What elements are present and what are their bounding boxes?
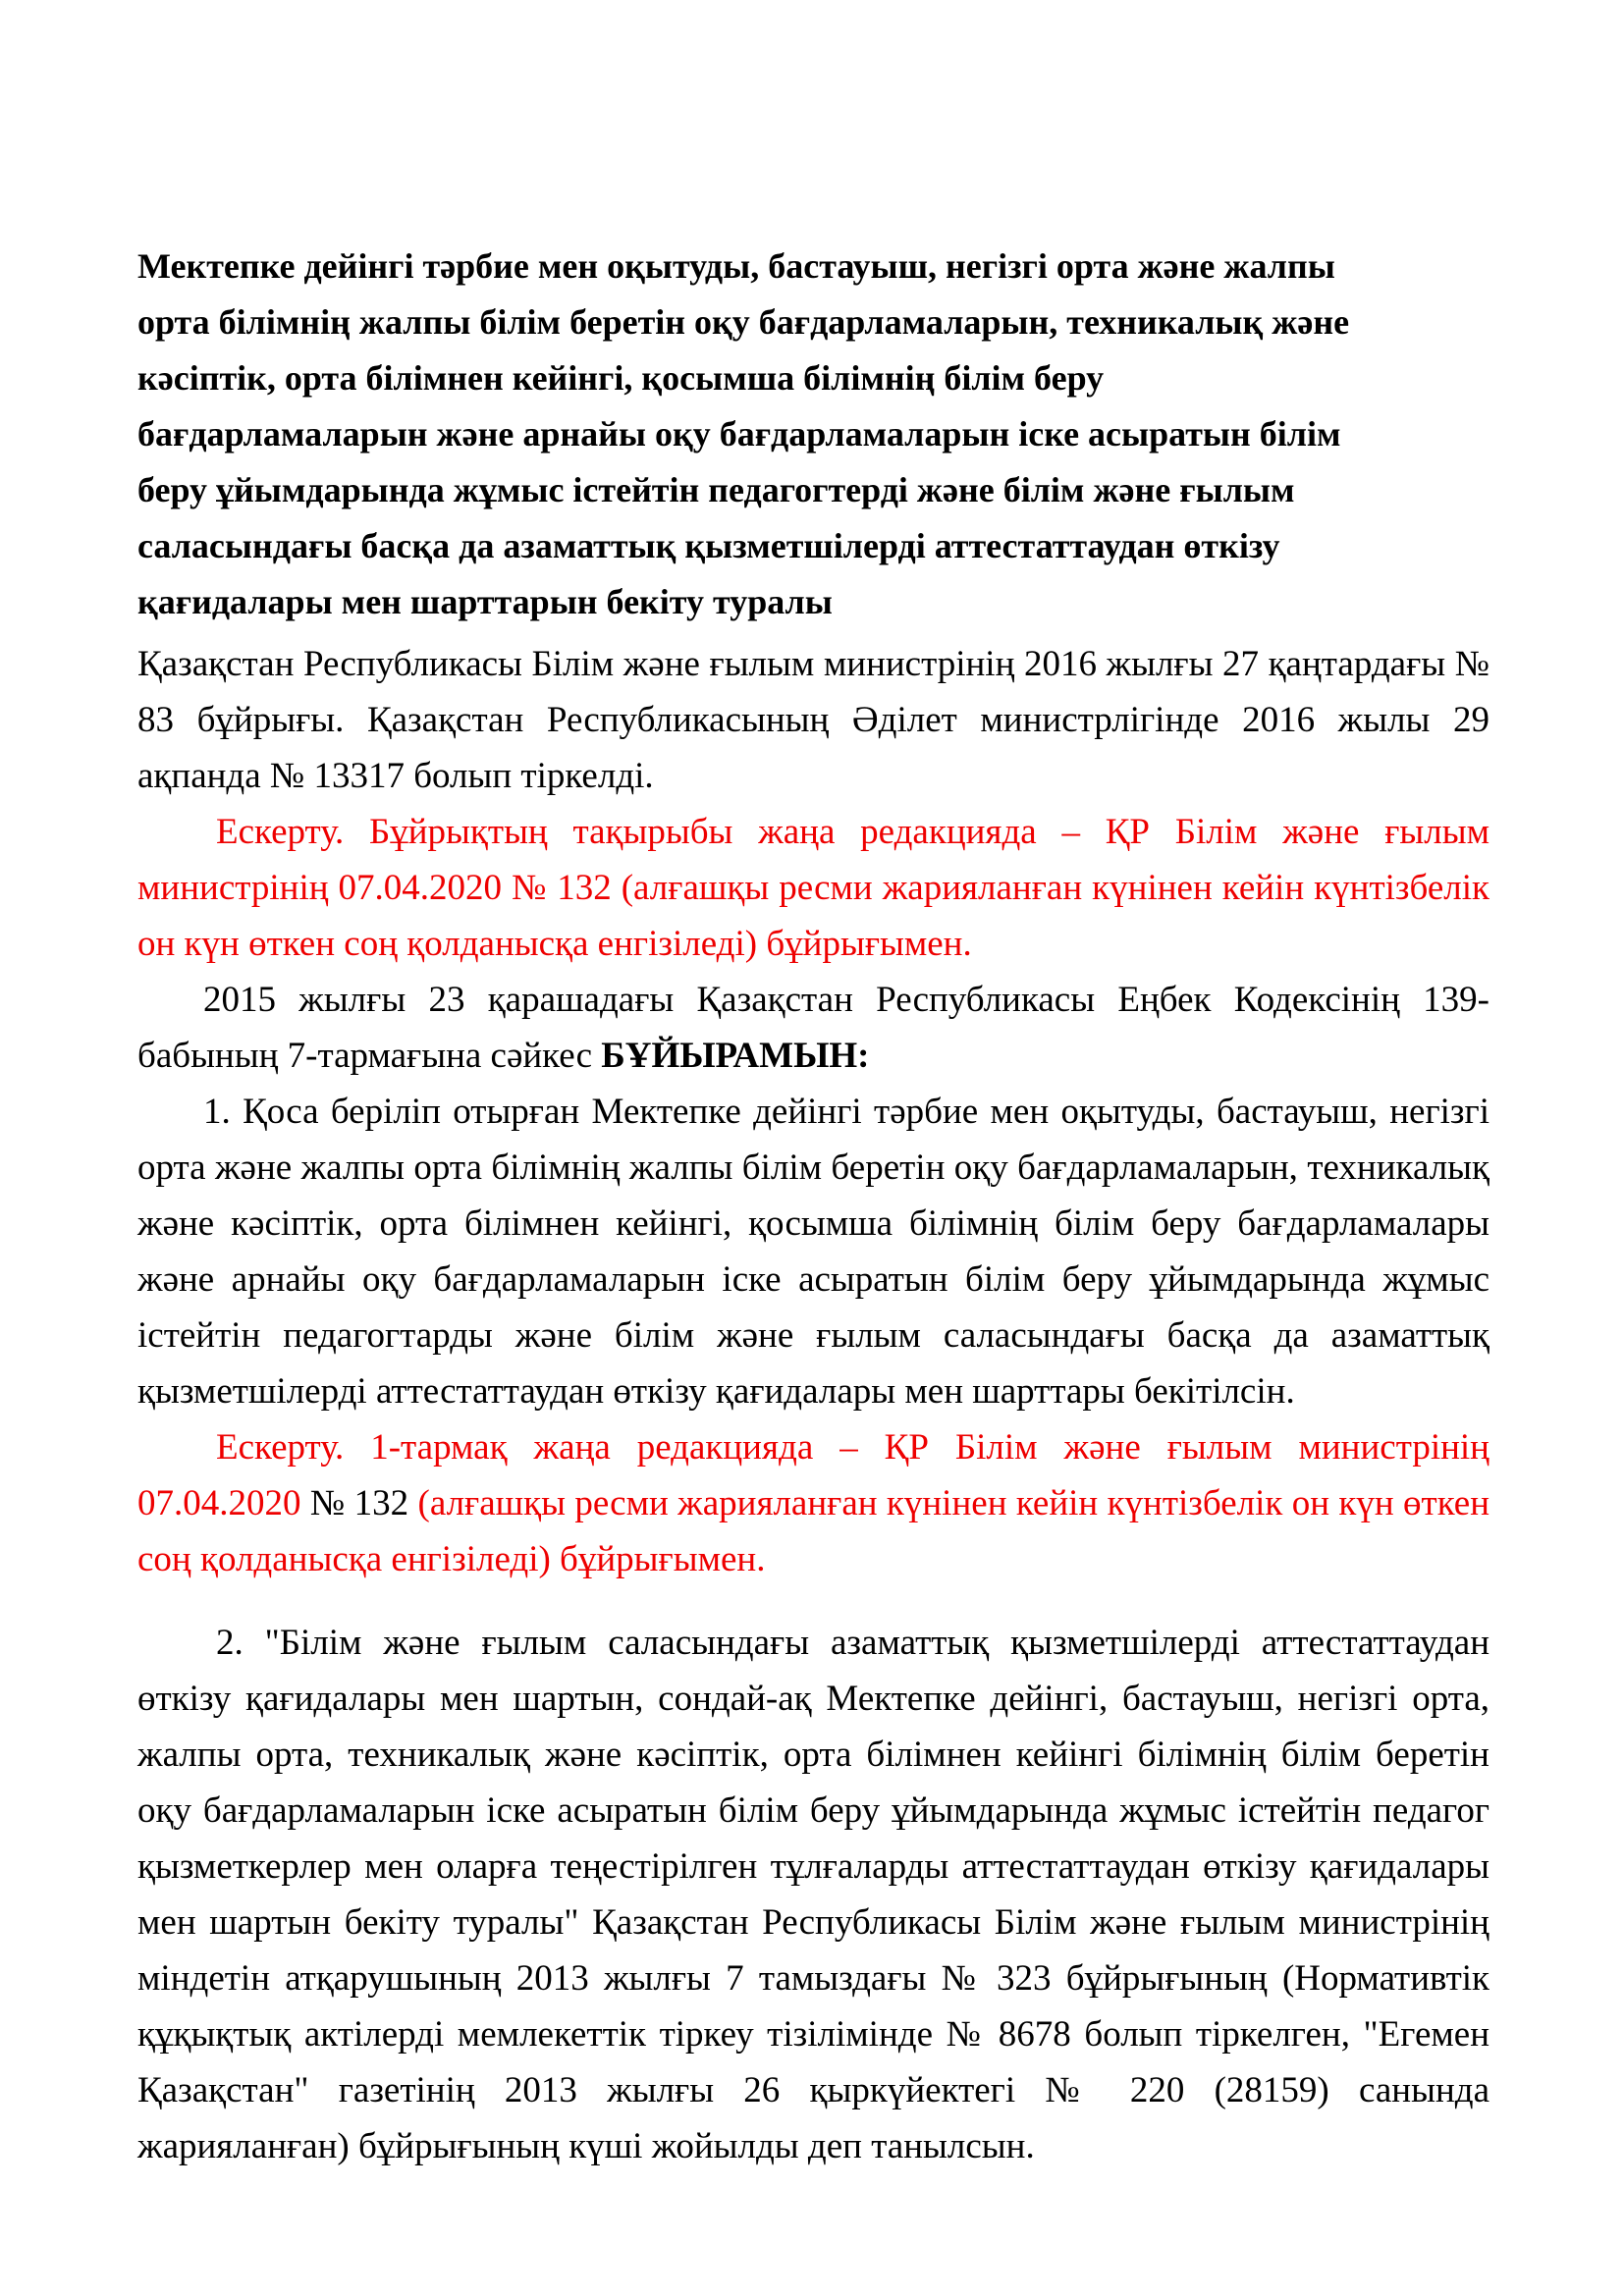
- amendment-note-2-text-start: Ескерту. 1-тармақ жаңа редакцияда – ҚР Білім және ғылым министрінің 07.04.2020: [137, 1427, 1489, 1523]
- title-line: орта білімнің жалпы білім беретін оқу бағдарламаларын, техникалық және: [137, 302, 1350, 342]
- amendment-note-2-text-end: (алғашқы ресми жарияланған күнінен кейін күнтізбелік он күн өткен соң қолданысқа енгізіледі) бұйрығымен.: [137, 1483, 1489, 1579]
- title-line: бағдарламаларын және арнайы оқу бағдарламаларын іске асыратын білім: [137, 414, 1341, 454]
- point-2-paragraph: 2. "Білім және ғылым саласындағы азаматтық қызметшілерді аттестаттаудан өткізу қағидалары мен шартын, сондай-ақ Мектепке дейінгі, бастауыш, негізгі орта, жалпы орта, техникалық және кәсіптік, орта білімнен кейінгі білімнің білім беретін оқу бағдарламаларын іске асыратын білім беру ұйымдарында жұмыс істейтін педагог қызметкерлер мен оларға теңестірілген тұлғаларды аттестаттаудан өткізу қағидалары мен шартын бекіту туралы" Қазақстан Республикасы Білім және ғылым министрінің міндетін атқарушының 2013 жылғы 7 тамыздағы № 323 бұйрығының (Нормативтік құқықтық актілерді мемлекеттік тіркеу тізілімінде № 8678 болып тіркелген, "Егемен Қазақстан" газетінің 2013 жылғы 26 қыркүйектегі № 220 (28159) санында жарияланған) бұйрығының күші жойылды деп танылсын.: [137, 1623, 1489, 2166]
- amendment-note-2: [137, 1419, 1489, 1587]
- point-1-paragraph: 1. Қоса беріліп отырған Мектепке дейінгі тәрбие мен оқытуды, бастауыш, негізгі орта және жалпы орта білімнің жалпы білім беретін оқу бағдарламаларын, техникалық және кәсіптік, орта білімнен кейінгі, қосымша білімнің білім беру бағдарламалары және арнайы оқу бағдарламаларын іске асыратын білім беру ұйымдарында жұмыс істейтін педагогтарды және білім және ғылым саласындағы басқа да азаматтық қызметшілерді аттестаттаудан өткізу қағидалары мен шарттары бекітілсін.: [137, 1092, 1489, 1412]
- amendment-note-2-order-number: № 132: [309, 1483, 409, 1523]
- title-line: беру ұйымдарында жұмыс істейтін педагогтерді және білім және ғылым: [137, 470, 1295, 509]
- title-line: қағидалары мен шарттарын бекіту туралы: [137, 582, 833, 621]
- title-line: кәсіптік, орта білімнен кейінгі, қосымша білімнің білім беру: [137, 358, 1105, 398]
- title-line: Мектепке дейінгі тәрбие мен оқытуды, бастауыш, негізгі орта және жалпы: [137, 246, 1335, 286]
- document-title: [137, 239, 1489, 630]
- title-line: саласындағы басқа да азаматтық қызметшілерді аттестаттаудан өткізу: [137, 526, 1280, 565]
- legal-basis-paragraph: [137, 972, 1489, 1084]
- legal-basis-text: 2015 жылғы 23 қарашадағы Қазақстан Республикасы Еңбек Кодексінің 139-бабының 7-тармағына сәйкес: [137, 980, 1489, 1076]
- order-command: БҰЙЫРАМЫН:: [601, 1036, 870, 1076]
- order-meta-paragraph: Қазақстан Республикасы Білім және ғылым министрінің 2016 жылғы 27 қаңтардағы № 83 бұйрығы. Қазақстан Республикасының Әділет министрлігінде 2016 жылы 29 ақпанда № 13317 болып тіркелді.: [137, 644, 1489, 796]
- amendment-note-1: Ескерту. Бұйрықтың тақырыбы жаңа редакцияда – ҚР Білім және ғылым министрінің 07.04.2020 № 132 (алғашқы ресми жарияланған күнінен кейін күнтізбелік он күн өткен соң қолданысқа енгізіледі) бұйрығымен.: [137, 812, 1489, 964]
